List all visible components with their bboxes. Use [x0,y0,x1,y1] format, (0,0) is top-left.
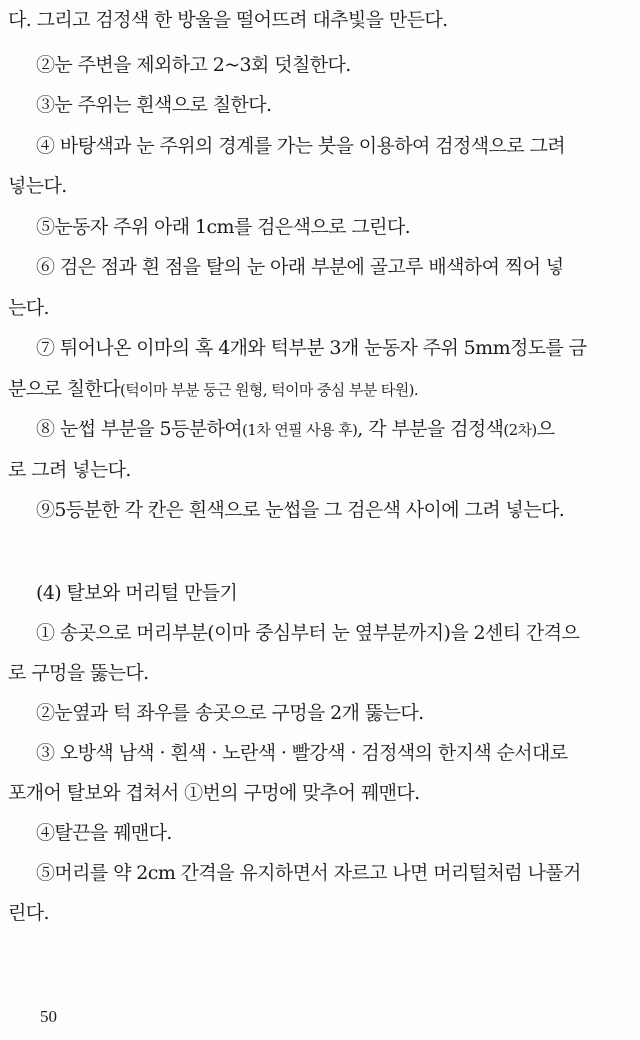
note-run: (1차 연필 사용 후) [242,421,358,439]
text-line: ① 송곳으로 머리부분(이마 중심부터 눈 옆부분까지)을 2센티 간격으 [36,622,580,644]
text-line: ②눈옆과 턱 좌우를 송곳으로 구멍을 2개 뚫는다. [36,702,424,724]
text-line: 로 그려 넣는다. [8,459,131,481]
text-line: 다. 그리고 검정색 한 방울을 떨어뜨려 대추빛을 만든다. [8,9,448,31]
text-line: ③눈 주위는 흰색으로 칠한다. [36,94,272,116]
page-number: 50 [40,1007,57,1026]
text-line: ②눈 주변을 제외하고 2~3회 덧칠한다. [36,54,351,76]
text-line: ④탈끈을 꿰맨다. [36,822,172,844]
text-line: ⑤눈동자 주위 아래 1cm를 검은색으로 그린다. [36,216,411,238]
text-run: 으 [536,418,555,440]
text-line: ⑦ 튀어나온 이마의 혹 4개와 턱부분 3개 눈동자 주위 5mm정도를 금 [36,337,587,359]
text-line: 로 구멍을 뚫는다. [8,662,149,684]
note-run: (턱이마 부분 둥근 원형, 턱이마 중심 부분 타원). [119,381,419,399]
text-line: ③ 오방색 남색 · 흰색 · 노란색 · 빨강색 · 검정색의 한지색 순서대로 [36,742,568,764]
text-line: 는다. [8,297,49,319]
text-line: ⑥ 검은 점과 흰 점을 탈의 눈 아래 부분에 골고루 배색하여 찍어 넣 [36,256,564,278]
text-run: 분으로 칠한다 [8,378,120,400]
text-line: 린다. [8,902,49,924]
text-run: ⑧ 눈썹 부분을 5등분하여 [36,418,242,440]
text-line: 포개어 탈보와 겹쳐서 ①번의 구멍에 맞추어 꿰맨다. [8,782,420,804]
text-line: ④ 바탕색과 눈 주위의 경계를 가는 붓을 이용하여 검정색으로 그려 [36,135,565,157]
text-line [36,416,554,443]
text-line: 넣는다. [8,175,67,197]
section-heading: (4) 탈보와 머리털 만들기 [36,582,238,604]
text-line [8,376,418,403]
note-run: (2차) [503,421,537,439]
text-run: , 각 부분을 검정색 [357,418,504,440]
text-line: ⑨5등분한 각 칸은 흰색으로 눈썹을 그 검은색 사이에 그려 넣는다. [36,499,565,521]
text-line: ⑤머리를 약 2cm 간격을 유지하면서 자르고 나면 머리털처럼 나풀거 [36,862,581,884]
